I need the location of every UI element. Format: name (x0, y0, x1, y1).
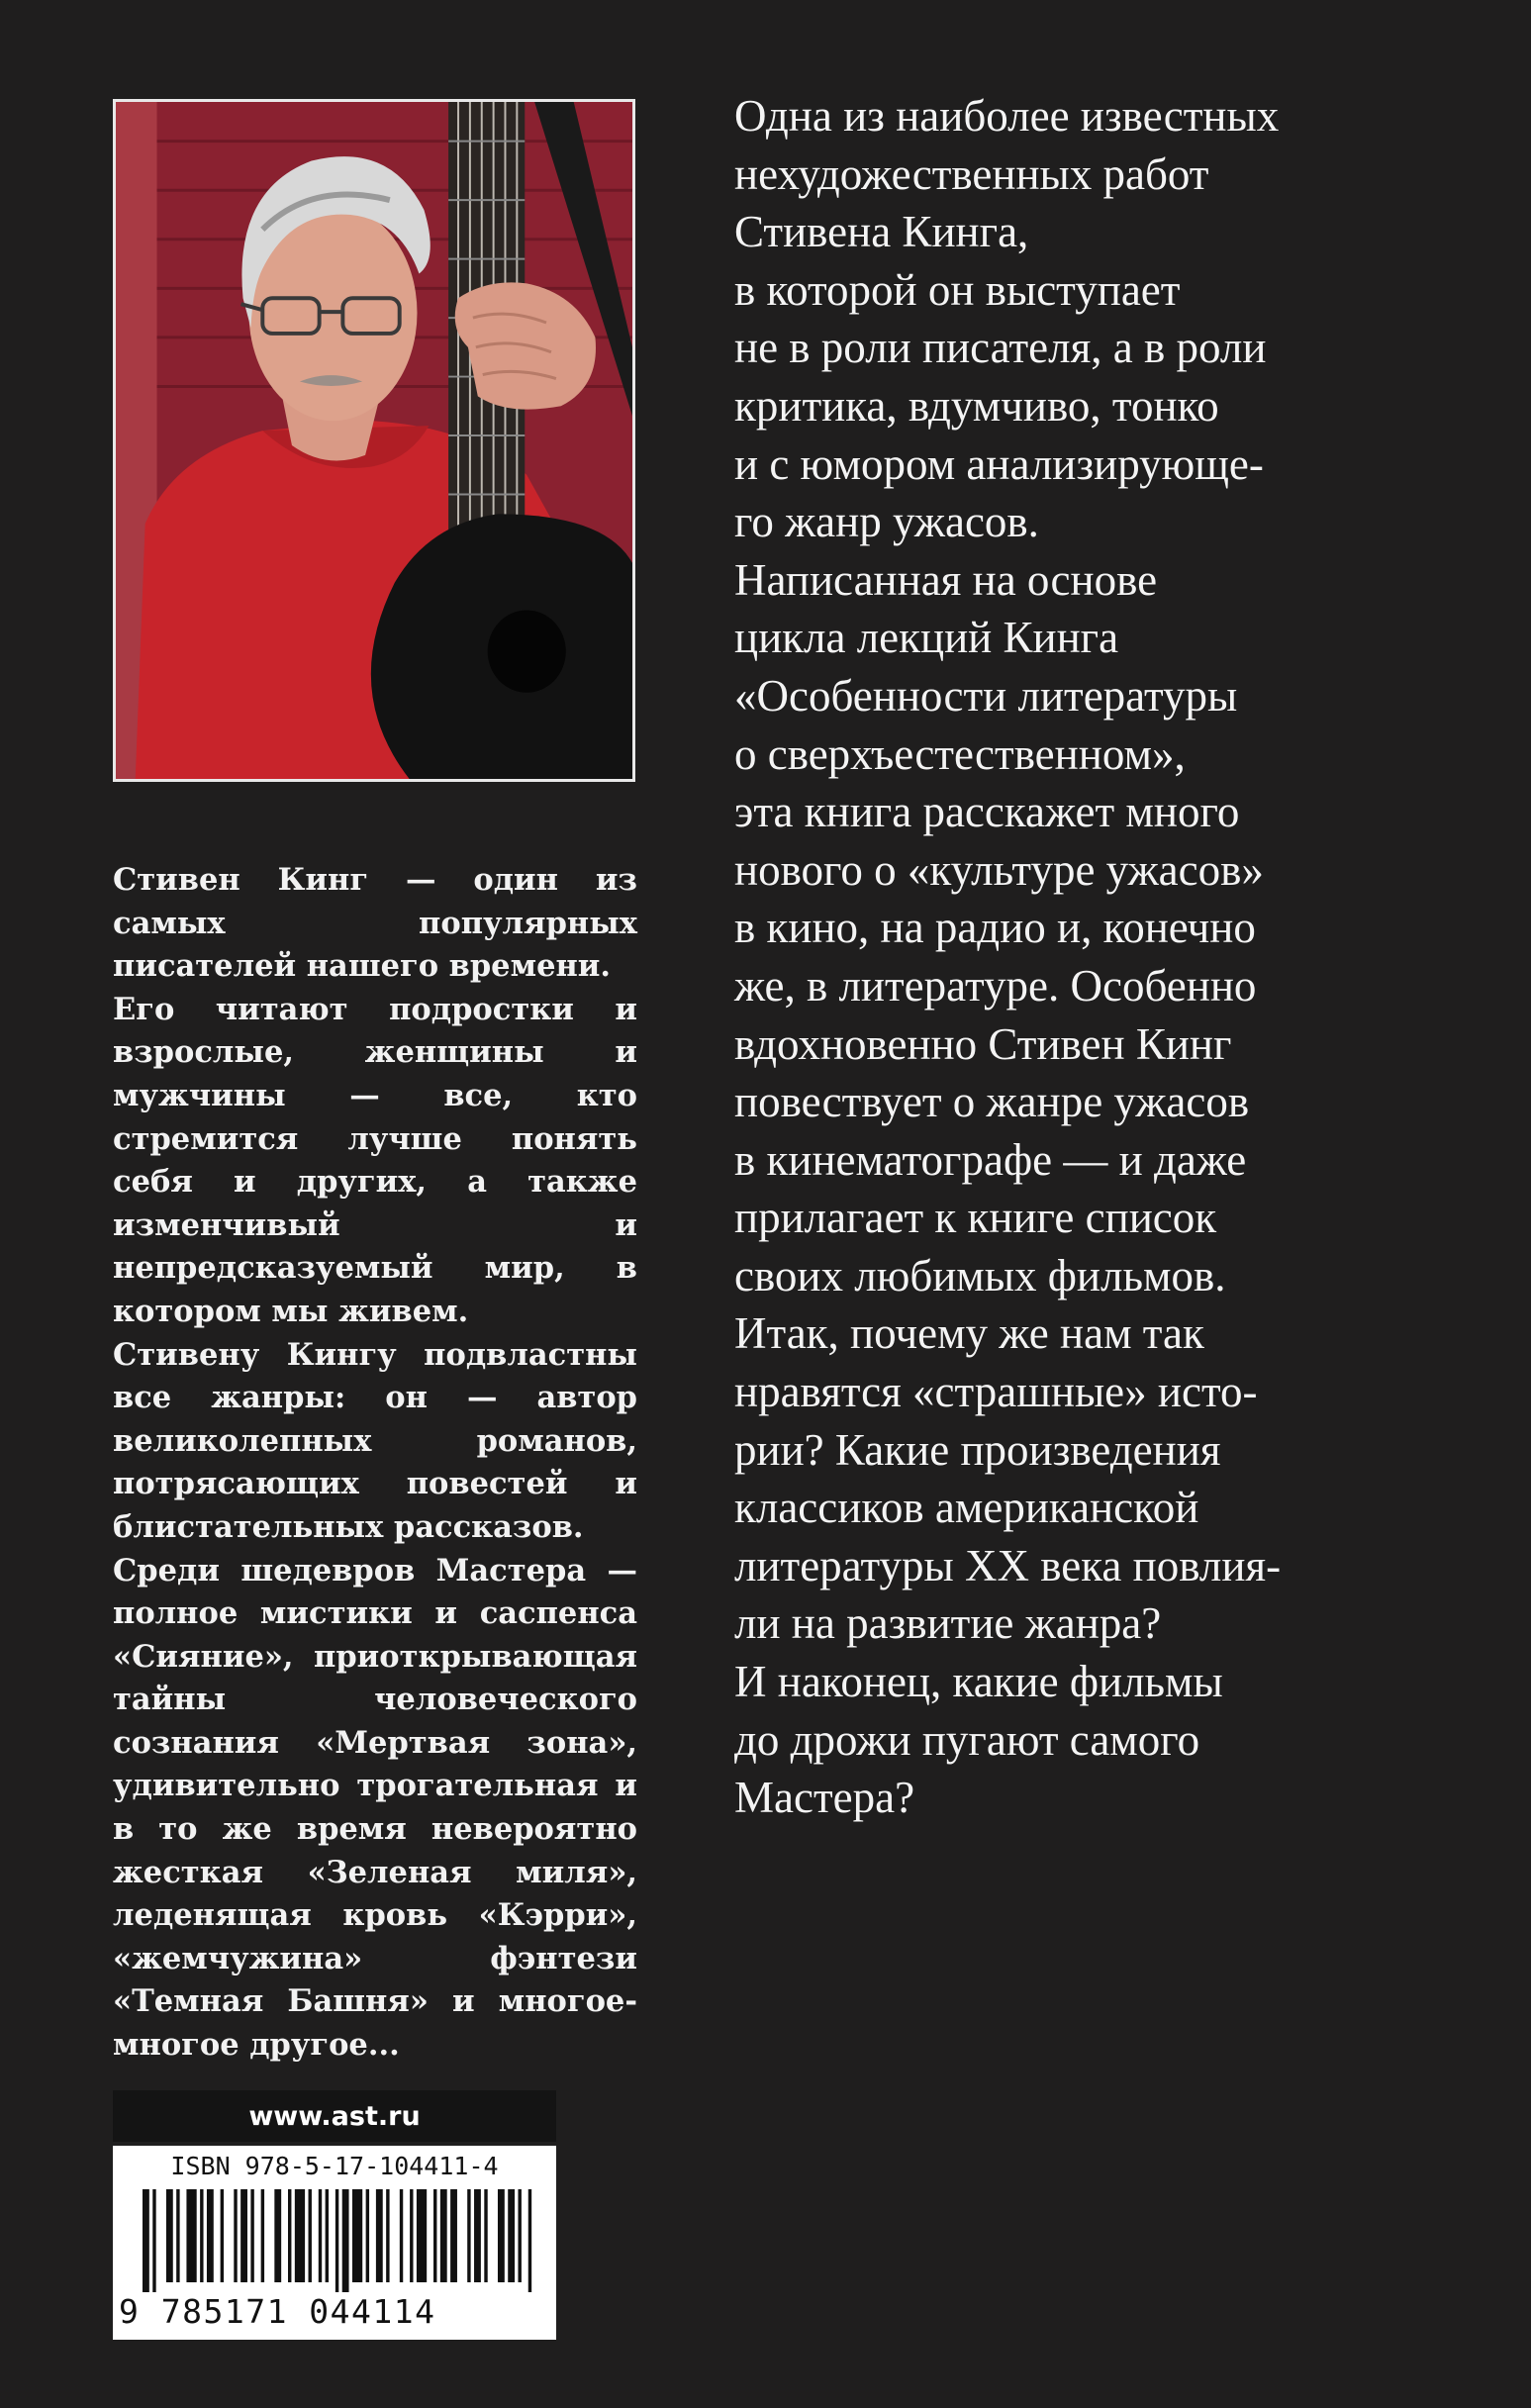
publisher-website: www.ast.ru (113, 2090, 556, 2142)
barcode-bar (410, 2189, 413, 2282)
barcode-bar (274, 2189, 281, 2282)
barcode-bar (376, 2189, 383, 2282)
description-line: Мастера? (734, 1773, 915, 1823)
description-line: нравятся «страшные» исто- (734, 1367, 1258, 1417)
description-line: И наконец, какие фильмы (734, 1657, 1223, 1707)
author-photo (113, 99, 635, 782)
author-bio (113, 859, 637, 2068)
barcode-bar (152, 2189, 155, 2292)
barcode-bar (143, 2189, 149, 2292)
barcode-bar (295, 2189, 305, 2282)
barcode-bar (417, 2189, 427, 2282)
description-line: Одна из наиболее известных (734, 91, 1280, 141)
barcode-bar (342, 2189, 349, 2292)
description-line: «Особенности литературы (734, 670, 1238, 721)
description-line: классиков американской (734, 1483, 1199, 1533)
description-line: Итак, почему же нам так (734, 1308, 1204, 1359)
barcode-bar (186, 2189, 196, 2282)
barcode-bar (400, 2189, 403, 2282)
barcode-bar (352, 2189, 362, 2282)
barcode-bar (288, 2189, 291, 2282)
barcode-bar (309, 2189, 312, 2282)
barcode-bar (528, 2189, 531, 2292)
barcode-bar (207, 2189, 214, 2282)
barcode-bar (467, 2189, 470, 2282)
isbn-barcode-box (113, 2146, 556, 2340)
description-line: эта книга расскажет много (734, 787, 1240, 837)
barcode-bar (240, 2189, 247, 2282)
bio-paragraph-1: Стивен Кинг — один из самых популярных писателей нашего времени. (113, 862, 637, 985)
description-line: своих любимых фильмов. (734, 1250, 1226, 1300)
barcode-bar (386, 2189, 389, 2282)
description-line: в кино, на радио и, конечно (734, 903, 1256, 953)
book-description (734, 87, 1467, 1827)
description-line: и с юмором анализирующе- (734, 438, 1264, 489)
barcode-bar (166, 2189, 173, 2282)
description-line: прилагает к книге список (734, 1193, 1217, 1243)
barcode-bar (326, 2189, 329, 2282)
barcode-icon (143, 2189, 538, 2292)
barcode-bar (261, 2189, 264, 2282)
description-line: же, в литературе. Особенно (734, 960, 1257, 1011)
isbn-label: ISBN 978-5-17-104411-4 (170, 2152, 499, 2180)
description-line: ли на развитие жанра? (734, 1598, 1162, 1649)
description-line: вдохновенно Стивен Кинг (734, 1018, 1232, 1069)
description-line: цикла лекций Кинга (734, 613, 1119, 663)
bio-paragraph-4: Среди шедевров Мастера — полное мистики и саспенса «Сияние», приоткрывающая тайны человеческого сознания «Мертвая зона», удивительно трогательная и в то же время невероятно жесткая «Зеленая миля», леденящая кровь «Кэрри», «жемчужина» фэнтези «Темная Башня» и многое-многое другое... (113, 1552, 637, 2064)
barcode-bar (484, 2189, 487, 2282)
description-line: литературы XX века повлия- (734, 1540, 1282, 1590)
description-line: Стивена Кинга, (734, 207, 1029, 257)
description-line: до дрожи пугают самого (734, 1714, 1200, 1765)
description-line: нового о «культуре ужасов» (734, 844, 1264, 895)
description-line: в которой он выступает (734, 264, 1181, 315)
barcode-bar (518, 2189, 521, 2282)
barcode-bar (176, 2189, 179, 2282)
description-line: о сверхъестественном», (734, 728, 1186, 779)
barcode-bar (200, 2189, 203, 2282)
barcode-bar (366, 2189, 369, 2282)
description-line: Написанная на основе (734, 554, 1158, 605)
barcode-bar (221, 2189, 224, 2282)
barcode-bar (319, 2189, 322, 2282)
barcode-bar (335, 2189, 338, 2292)
description-line: рии? Какие произведения (734, 1424, 1221, 1475)
barcode-bar (450, 2189, 457, 2282)
barcode-bar (440, 2189, 447, 2282)
barcode-bar (474, 2189, 481, 2282)
description-line: не в роли писателя, а в роли (734, 323, 1267, 373)
barcode-bar (508, 2189, 515, 2282)
author-photo-image (116, 102, 632, 779)
description-line: нехудожественных работ (734, 148, 1209, 199)
barcode-digits: 9 785171 044114 (119, 2292, 436, 2331)
barcode-bar (433, 2189, 436, 2282)
barcode-bar (250, 2189, 253, 2282)
description-line: критика, вдумчиво, тонко (734, 380, 1219, 431)
bio-paragraph-2: Его читают подростки и взрослые, женщины и мужчины — все, кто стремится лучше понять себя и других, а также изменчивый и непредсказуемый мир, в котором мы живем. (113, 991, 637, 1329)
description-line: повествует о жанре ужасов (734, 1077, 1250, 1127)
description-line: го жанр ужасов. (734, 497, 1039, 547)
description-line: в кинематографе — и даже (734, 1134, 1247, 1185)
barcode-bar (498, 2189, 505, 2282)
bio-paragraph-3: Стивену Кингу подвластны все жанры: он — автор великолепных романов, потрясающих повестей и блистательных рассказов. (113, 1336, 637, 1545)
barcode-bar (234, 2189, 237, 2282)
